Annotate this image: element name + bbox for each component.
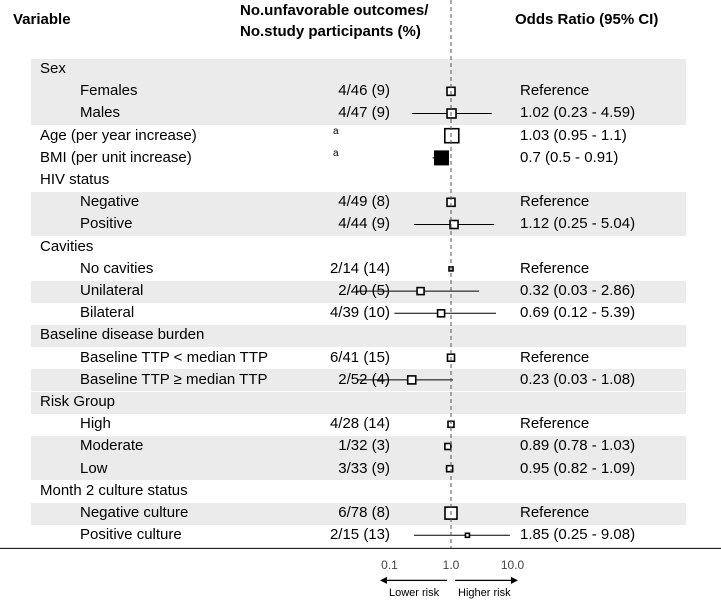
outcomes-count: 1/32 (3) bbox=[338, 437, 390, 455]
point-estimate bbox=[445, 129, 459, 143]
footnote-marker: a bbox=[333, 147, 339, 159]
outcomes-count: 4/46 (9) bbox=[338, 82, 390, 100]
outcomes-count: 6/78 (8) bbox=[338, 504, 390, 521]
row-label: No cavities bbox=[80, 259, 154, 277]
point-estimate bbox=[447, 109, 456, 118]
outcomes-count: 3/33 (9) bbox=[338, 459, 390, 477]
point-estimate bbox=[408, 376, 416, 384]
point-estimate bbox=[465, 533, 469, 537]
higher-risk-label: Higher risk bbox=[458, 587, 511, 600]
point-estimate bbox=[447, 466, 453, 472]
odds-ratio-text: 0.95 (0.82 - 1.09) bbox=[520, 459, 636, 477]
row-label: Unilateral bbox=[80, 282, 144, 299]
odds-ratio-text: Reference bbox=[520, 504, 590, 521]
row-label: Bilateral bbox=[80, 304, 135, 322]
point-estimate bbox=[434, 151, 448, 165]
odds-ratio-text: 0.7 (0.5 - 0.91) bbox=[520, 148, 619, 166]
odds-ratio-text: 0.32 (0.03 - 2.86) bbox=[520, 282, 636, 299]
row-label: Males bbox=[80, 104, 121, 122]
odds-ratio-text: Reference bbox=[520, 193, 590, 211]
higher-risk-arrowhead bbox=[511, 577, 518, 584]
outcomes-count: 2/40 (5) bbox=[338, 282, 390, 299]
outcomes-count: 4/49 (8) bbox=[338, 193, 390, 211]
row-label: High bbox=[80, 415, 111, 433]
group-label: Cavities bbox=[40, 237, 94, 255]
outcomes-count: 4/28 (14) bbox=[329, 415, 390, 433]
row-label: Positive bbox=[80, 215, 133, 233]
row-label: Baseline TTP < median TTP bbox=[80, 348, 269, 366]
footnote-marker: a bbox=[333, 125, 339, 137]
lower-risk-label: Lower risk bbox=[389, 587, 440, 600]
odds-ratio-text: 0.23 (0.03 - 1.08) bbox=[520, 370, 636, 388]
group-label: Month 2 culture status bbox=[40, 481, 188, 499]
odds-ratio-text: 1.02 (0.23 - 4.59) bbox=[520, 104, 636, 122]
row-label: Baseline TTP ≥ median TTP bbox=[80, 370, 268, 388]
point-estimate bbox=[445, 444, 451, 450]
lower-risk-arrowhead bbox=[380, 577, 387, 584]
outcomes-count: 2/52 (4) bbox=[338, 370, 390, 388]
header-odds-ratio: Odds Ratio (95% CI) bbox=[515, 11, 659, 28]
group-label: Sex bbox=[40, 60, 66, 77]
odds-ratio-text: 1.12 (0.25 - 5.04) bbox=[520, 215, 636, 233]
row-label: Negative culture bbox=[80, 504, 189, 521]
outcomes-count: 4/44 (9) bbox=[338, 215, 390, 233]
group-label: BMI (per unit increase) bbox=[40, 148, 192, 166]
row-label: Low bbox=[80, 459, 108, 477]
outcomes-count: 2/15 (13) bbox=[329, 526, 390, 544]
odds-ratio-text: 1.85 (0.25 - 9.08) bbox=[520, 526, 636, 544]
header-outcomes-line1: No.unfavorable outcomes/ bbox=[240, 2, 429, 19]
row-label: Moderate bbox=[80, 437, 144, 455]
outcomes-count: 4/47 (9) bbox=[338, 104, 390, 122]
x-tick-label: 1.0 bbox=[442, 558, 460, 573]
odds-ratio-text: Reference bbox=[520, 82, 590, 100]
group-label: Baseline disease burden bbox=[40, 326, 205, 344]
header-variable: Variable bbox=[13, 11, 71, 28]
outcomes-count: 6/41 (15) bbox=[329, 348, 390, 366]
row-label: Positive culture bbox=[80, 526, 182, 544]
group-label: Risk Group bbox=[40, 393, 116, 410]
odds-ratio-text: 1.03 (0.95 - 1.1) bbox=[520, 126, 627, 144]
point-estimate bbox=[438, 310, 445, 317]
point-estimate bbox=[417, 288, 424, 295]
odds-ratio-text: Reference bbox=[520, 348, 590, 366]
x-tick-label: 10.0 bbox=[500, 558, 525, 573]
outcomes-count: 4/39 (10) bbox=[329, 304, 390, 322]
header-outcomes-line2: No.study participants (%) bbox=[240, 23, 421, 40]
row-label: Negative bbox=[80, 193, 140, 211]
group-label: HIV status bbox=[40, 171, 110, 188]
group-label: Age (per year increase) bbox=[40, 126, 197, 144]
odds-ratio-text: 0.89 (0.78 - 1.03) bbox=[520, 437, 636, 455]
odds-ratio-text: Reference bbox=[520, 259, 590, 277]
row-label: Females bbox=[80, 82, 138, 100]
odds-ratio-text: Reference bbox=[520, 415, 590, 433]
outcomes-count: 2/14 (14) bbox=[329, 259, 390, 277]
x-tick-label: 0.1 bbox=[381, 558, 398, 573]
odds-ratio-text: 0.69 (0.12 - 5.39) bbox=[520, 304, 636, 322]
